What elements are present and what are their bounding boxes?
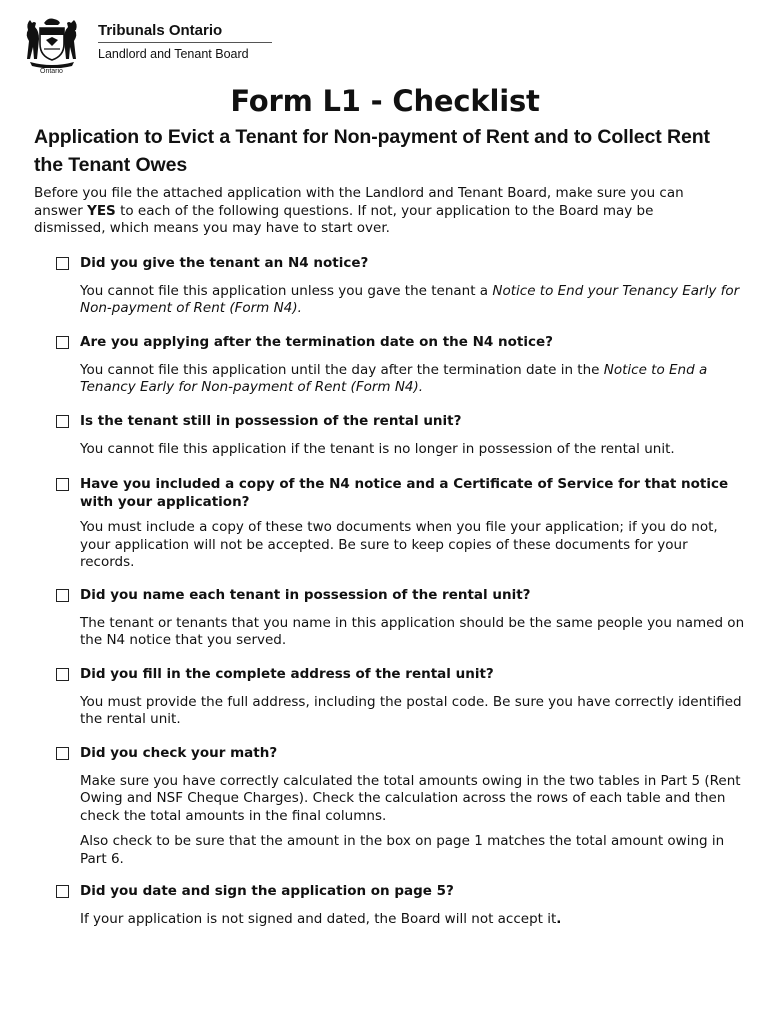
checkbox[interactable] [56, 478, 69, 491]
note-plain: You cannot file this application unless you gave the tenant a [80, 282, 493, 299]
question-text: Is the tenant still in possession of the rental unit? [80, 413, 462, 429]
checklist-item-possession [56, 413, 746, 458]
note-text [80, 283, 746, 318]
question-text: Did you fill in the complete address of the rental unit? [80, 666, 494, 682]
intro-text-start: Before you file the attached application with the Landlord and Tenant Board, make sure you can answer [34, 185, 684, 219]
note-text: You must include a copy of these two documents when you file your application; if you do not, your application will not be accepted. Be sure to keep copies of these documents for your records. [80, 519, 718, 570]
note-plain: If your application is not signed and dated, the Board will not accept it [80, 910, 557, 927]
note-plain: You cannot file this application until the day after the termination date in the [80, 361, 604, 378]
question-text: Have you included a copy of the N4 notice and a Certificate of Service for that notice with your application? [80, 476, 729, 510]
form-subtitle: Application to Evict a Tenant for Non-payment of Rent and to Collect Rent the Tenant Owes [34, 126, 710, 176]
checklist-item-n4-notice [56, 255, 746, 318]
note-text: You cannot file this application if the tenant is no longer in possession of the rental unit. [80, 440, 675, 457]
intro-paragraph [34, 185, 724, 238]
checklist-item-sign-date [56, 883, 746, 928]
org-subtitle: Landlord and Tenant Board [98, 47, 249, 61]
note-text-extra: Also check to be sure that the amount in the box on page 1 matches the total amount owing in Part 6. [80, 833, 725, 867]
note-form-name: Notice to End a Tenancy Early for Non-payment of Rent (Form N4). [80, 361, 708, 395]
checkbox[interactable] [56, 747, 69, 760]
checklist-item-termination-date [56, 334, 746, 397]
checkbox[interactable] [56, 336, 69, 349]
note-form-name: Notice to End your Tenancy Early for Non-payment of Rent (Form N4). [80, 282, 740, 316]
note-text: Make sure you have correctly calculated the total amounts owing in the two tables in Part 5 (Rent Owing and NSF Cheque Charges). Check the calculation across the rows of each table and then check the total amounts in the final columns. [80, 772, 741, 824]
question-text: Did you date and sign the application on page 5? [80, 883, 454, 899]
checklist-item-tenant-names [56, 587, 746, 650]
note-text: The tenant or tenants that you name in this application should be the same people you named on the N4 notice that you served. [80, 614, 745, 648]
checklist-item-address [56, 666, 746, 729]
question-text: Did you give the tenant an N4 notice? [80, 255, 369, 271]
checkbox[interactable] [56, 257, 69, 270]
checklist-item-math [56, 745, 746, 868]
note-text [80, 362, 746, 397]
note-text: You must provide the full address, including the postal code. Be sure you have correctly identified the rental unit. [80, 693, 742, 727]
question-text: Did you name each tenant in possession of the rental unit? [80, 587, 531, 603]
checkbox[interactable] [56, 415, 69, 428]
question-text: Are you applying after the termination date on the N4 notice? [80, 334, 553, 350]
intro-text-end: to each of the following questions. If not, your application to the Board may be dismissed, which means you may have to start over. [34, 202, 654, 236]
header-rule [98, 42, 272, 43]
note-text [80, 911, 746, 929]
question-text: Did you check your math? [80, 745, 278, 761]
checkbox[interactable] [56, 589, 69, 602]
header [24, 16, 324, 80]
crest-label: Ontario [40, 68, 63, 75]
org-name: Tribunals Ontario [98, 22, 223, 39]
checklist-item-copies [56, 476, 746, 572]
checkbox[interactable] [56, 668, 69, 681]
intro-yes: YES [87, 202, 116, 219]
note-period: . [556, 910, 562, 927]
checkbox[interactable] [56, 885, 69, 898]
form-title: Form L1 - Checklist [230, 84, 540, 118]
